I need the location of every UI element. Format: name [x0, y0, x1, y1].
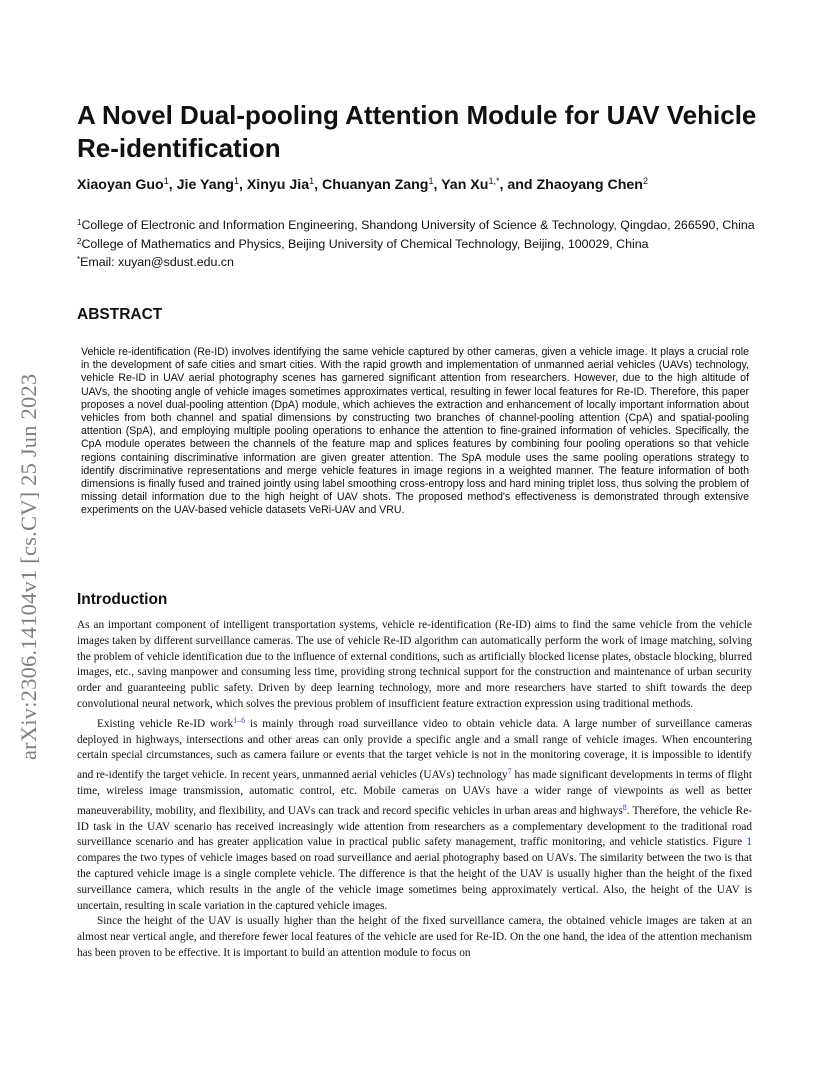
author-name: Jie Yang — [176, 177, 234, 193]
figure-link[interactable]: 1 — [746, 836, 752, 849]
abstract-heading: ABSTRACT — [77, 306, 163, 323]
affiliation-mark: 1 — [77, 218, 82, 227]
author-name: Chuanyan Zang — [322, 177, 429, 193]
author-separator: , — [433, 177, 442, 193]
affiliation-mark: * — [77, 255, 81, 265]
citation-link[interactable]: 7 — [507, 767, 512, 777]
paper-title: A Novel Dual-pooling Attention Module for UAV Vehicle Re-identification — [77, 100, 757, 163]
text-run: compares the two types of vehicle images based on road surveillance and aerial photography based on UAVs. The similarity between the two is that the captured vehicle image is a single complete vehicle. The difference is that the height of the UAV is usually higher than the height of the fixed surveillance camera, which results in the angle of the vehicle image sometimes being approximately vertical. Also, the height of the UAV is uncertain, resulting in scale variation in the captured vehicle images. — [77, 852, 752, 912]
author-separator: , — [168, 177, 177, 193]
paragraph: Since the height of the UAV is usually higher than the height of the fixed surveillance camera, the obtained vehicle images are taken at an almost near vertical angle, and therefore fewer local features of the vehicle are used for Re-ID. On the one hand, the idea of the attention mechanism has been proven to be effective. It is important to build an attention module to focus on — [77, 915, 752, 959]
arxiv-identifier: arXiv:2306.14104v1 [cs.CV] 25 Jun 2023 — [16, 373, 41, 760]
affiliations — [77, 215, 757, 271]
author-name: Zhaoyang Chen — [536, 177, 643, 193]
citation-link[interactable]: 1–6 — [233, 715, 246, 725]
author-separator: , — [314, 177, 323, 193]
author-affiliation-mark: 1 — [309, 176, 315, 186]
paragraph: As an important component of intelligent transportation systems, vehicle re-identification (Re-ID) aims to find the same vehicle from the vehicle images taken by different surveillance cameras. The use of vehicle Re-ID algorithm can automatically perform the work of image matching, solving the problem of vehicle identification due to the influence of external conditions, such as artificially blocked license plates, obstacle blocking, blurred images, etc., saving manpower and consuming less time, providing strong technical support for the construction and maintenance of urban security order and guaranteeing public safety. Driven by deep learning technology, more and more researchers have started to shift towards the deep convolutional neural network, which solves the previous problem of insufficient feature extraction expression using traditional methods. — [77, 619, 752, 710]
author-separator: , and — [499, 177, 537, 193]
author-separator: , — [238, 177, 247, 193]
paragraph — [77, 713, 752, 915]
author-affiliation-mark: 2 — [642, 176, 648, 186]
affiliation — [77, 234, 757, 253]
author-affiliation-mark: 1,* — [488, 176, 500, 186]
affiliation-text: College of Mathematics and Physics, Beijing University of Chemical Technology, Beijing, 100029, China — [81, 236, 649, 251]
author-name: Xinyu Jia — [246, 177, 310, 193]
text-run: has made significant developments in terms of flight time, wireless image transmission, automatic control, etc. Mobile cameras on UAVs have a wider range of viewpoints as well as better maneuverability, mobility, and flexibility, and UAVs can track and record specific vehicles in urban areas and highways — [77, 769, 752, 817]
author-affiliation-mark: 1 — [163, 176, 169, 186]
introduction-body — [77, 618, 752, 962]
introduction-heading: Introduction — [77, 591, 168, 608]
author-name: Yan Xu — [441, 177, 489, 193]
author-name: Xiaoyan Guo — [77, 177, 164, 193]
text-run: is mainly through road surveillance video to obtain vehicle data. A large number of surveillance cameras deployed in highways, intersections and other areas can only provide a specific angle and a small range of vehicle images. When encountering certain special circumstances, such as camera failure or events that the target vehicle is not in the monitoring coverage, it is impossible to identify and re-identify the target vehicle. In recent years, unmanned aerial vehicles (UAVs) technology — [77, 717, 752, 782]
citation-link[interactable]: 8 — [622, 802, 627, 812]
affiliation-mark: 2 — [77, 236, 82, 246]
affiliation-text: College of Electronic and Information Engineering, Shandong University of Science & Technology, Qingdao, 266590, China — [81, 218, 755, 232]
email-text: Email: xuyan@sdust.edu.cn — [80, 255, 234, 270]
author-affiliation-mark: 1 — [428, 176, 434, 186]
text-run: . Therefore, the vehicle Re-ID task in the UAV scenario has received increasingly wide attention from researchers as a complementary development to the traditional road surveillance scenario and has greater application value in practical public safety management, traffic monitoring, and vehicle statistics. Figure — [77, 804, 752, 849]
author-affiliation-mark: 1 — [233, 176, 239, 186]
affiliation — [77, 215, 757, 234]
corresponding-email — [77, 252, 757, 271]
author-list — [77, 176, 777, 193]
abstract-text: Vehicle re-identification (Re-ID) involves identifying the same vehicle captured by other cameras, given a vehicle image. It plays a crucial role in the development of safe cities and smart cities. With the rapid growth and implementation of unmanned aerial vehicles (UAVs) technology, vehicle Re-ID in UAV aerial photography scenes has garnered significant attention from researchers. However, due to the high altitude of UAVs, the shooting angle of vehicle images sometimes approximates vertical, resulting in fewer local features for Re-ID. Therefore, this paper proposes a novel dual-pooling attention (DpA) module, which achieves the extraction and enhancement of locally important information about vehicles from both channel and spatial dimensions by constructing two branches of channel-pooling attention (CpA) and spatial-pooling attention (SpA), and employing multiple pooling operations to enhance the attention to fine-grained information of vehicles. Specifically, the CpA module operates between the channels of the feature map and splices features by combining four pooling operations so that vehicle regions containing discriminative information are given greater attention. The SpA module uses the same pooling operations strategy to identify discriminative representations and merge vehicle features in image regions in a weighted manner. The feature information of both dimensions is finally fused and trained jointly using label smoothing cross-entropy loss and hard mining triplet loss, thus solving the problem of missing detail information due to the high height of UAV shots. The proposed method's effectiveness is demonstrated through extensive experiments on the UAV-based vehicle datasets VeRi-UAV and VRU. — [81, 346, 749, 517]
text-run: Existing vehicle Re-ID work — [97, 717, 234, 730]
